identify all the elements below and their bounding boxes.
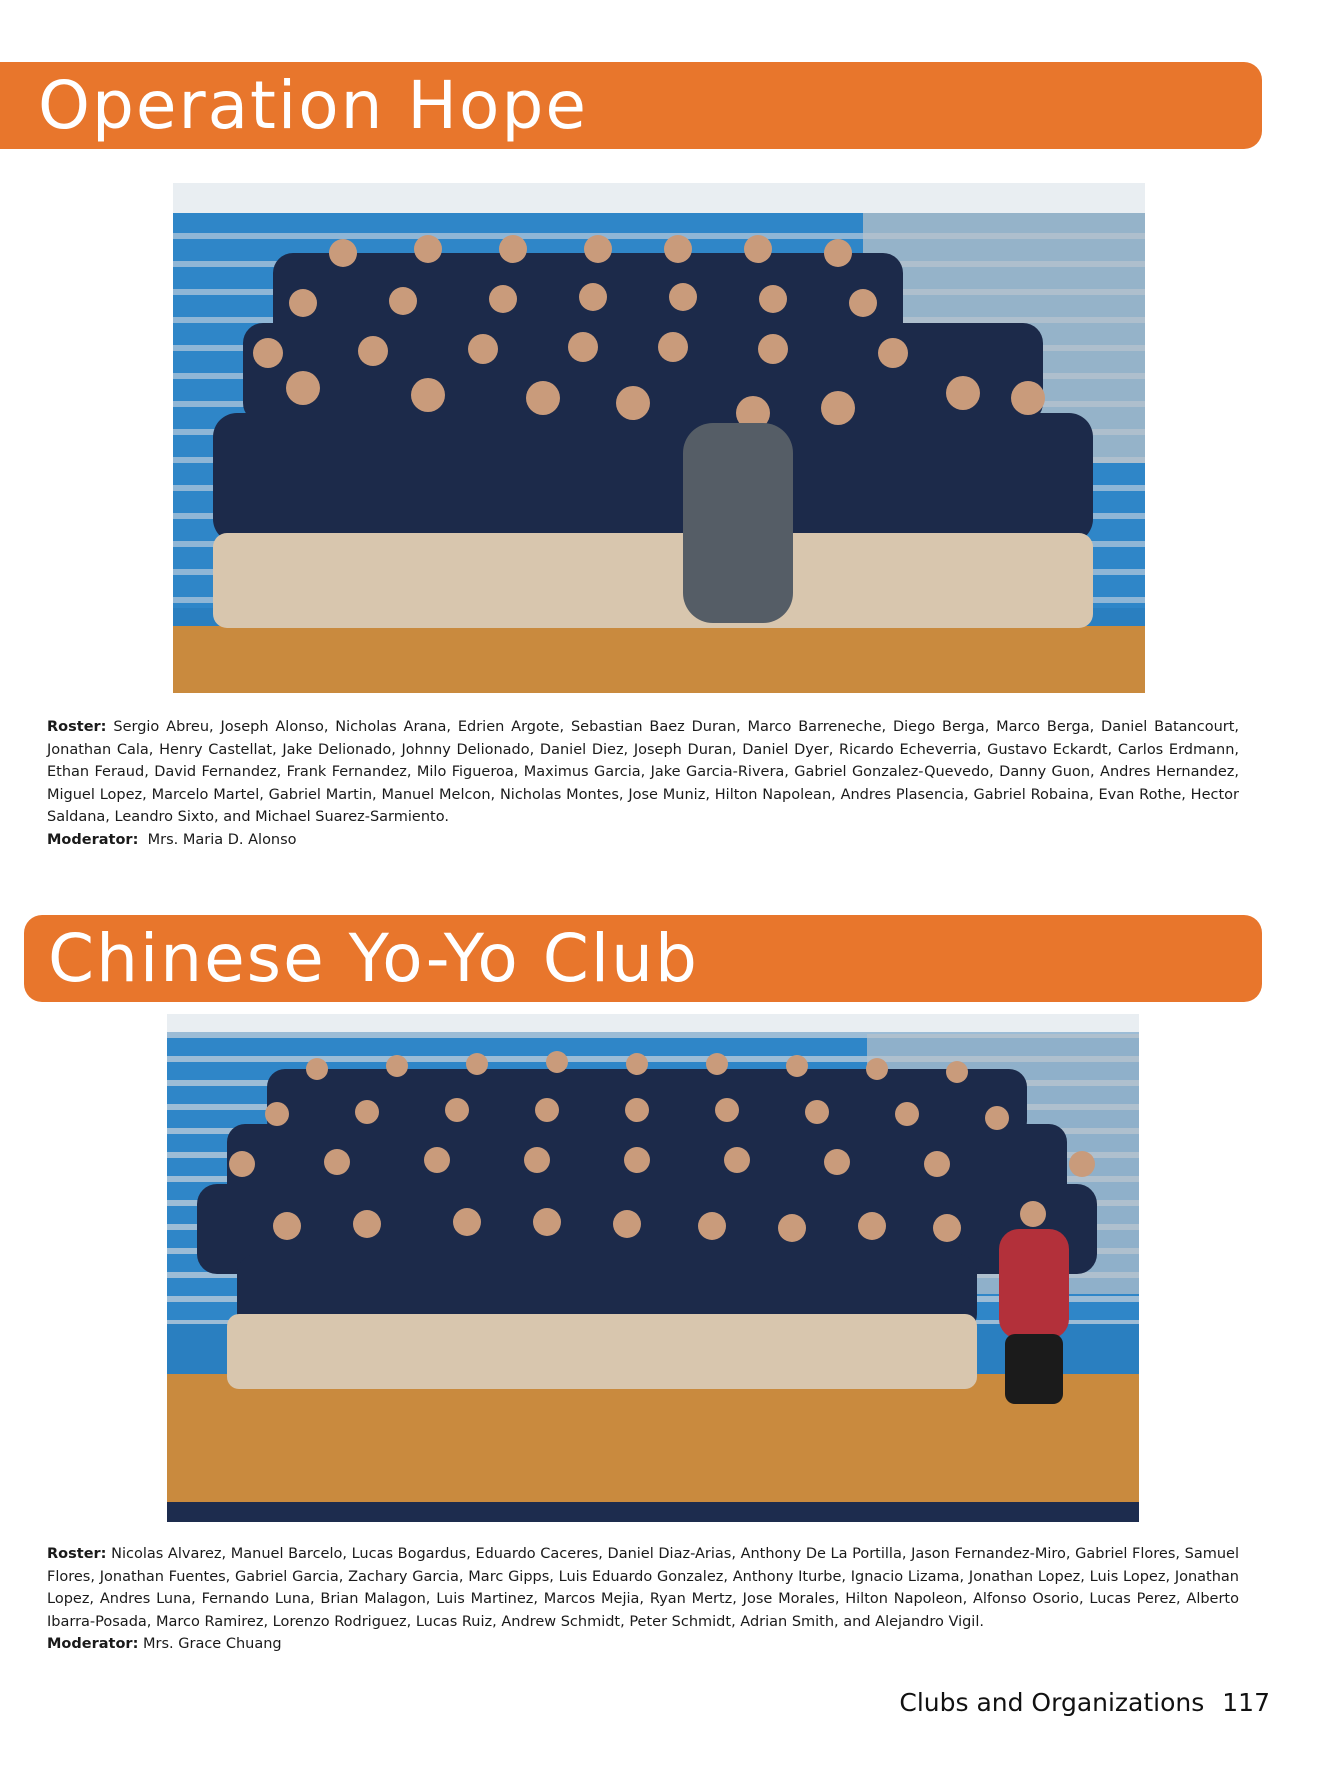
footer-section-title: Clubs and Organizations (899, 1688, 1205, 1717)
section-title: Chinese Yo-Yo Club (48, 919, 699, 997)
page-number: 117 (1222, 1688, 1270, 1717)
moderator-label: Moderator: (47, 831, 139, 848)
roster-paragraph (47, 716, 1239, 829)
moderator-name: Mrs. Maria D. Alonso (147, 831, 297, 848)
group-photo-illustration (167, 1014, 1139, 1522)
section-banner-operation-hope (0, 62, 1262, 149)
section-title: Operation Hope (38, 66, 588, 144)
group-photo-chinese-yoyo-club (167, 1014, 1139, 1522)
group-photo-illustration (173, 183, 1145, 693)
roster-label: Roster: (47, 719, 107, 735)
section-banner-chinese-yoyo-club (24, 915, 1262, 1002)
moderator-name: Mrs. Grace Chuang (143, 1636, 282, 1652)
roster-names: Sergio Abreu, Joseph Alonso, Nicholas Arana, Edrien Argote, Sebastian Baez Duran, Marco Barreneche, Diego Berga, Marco Berga, Daniel Batancourt, Jonathan Cala, Henry Castellat, Jake Delionado, Johnny Delionado, Daniel Diez, Joseph Duran, Daniel Dyer, Ricardo Echeverria, Gustavo Eckardt, Carlos Erdmann, Ethan Feraud, David Fernandez, Frank Fernandez, Milo Figueroa, Maximus Garcia, Jake Garcia-Rivera, Gabriel Gonzalez-Quevedo, Danny Guon, Andres Hernandez, Miguel Lopez, Marcelo Martel, Gabriel Martin, Manuel Melcon, Nicholas Montes, Jose Muniz, Hilton Napolean, Andres Plasencia, Gabriel Robaina, Evan Rothe, Hector Saldana, Leandro Sixto, and Michael Suarez-Sarmiento. (47, 719, 1240, 825)
roster-paragraph (47, 1543, 1239, 1633)
moderator-paragraph (47, 829, 1239, 852)
moderator-paragraph (47, 1633, 1239, 1656)
roster-caption-operation-hope (47, 716, 1239, 851)
roster-caption-chinese-yoyo-club (47, 1543, 1239, 1656)
moderator-label: Moderator: (47, 1636, 139, 1652)
group-photo-operation-hope (173, 183, 1145, 693)
roster-label: Roster: (47, 1546, 107, 1562)
roster-names: Nicolas Alvarez, Manuel Barcelo, Lucas Bogardus, Eduardo Caceres, Daniel Diaz-Arias, Anthony De La Portilla, Jason Fernandez-Miro, Gabriel Flores, Samuel Flores, Jonathan Fuentes, Gabriel Garcia, Zachary Garcia, Marc Gipps, Luis Eduardo Gonzalez, Anthony Iturbe, Ignacio Lizama, Jonathan Lopez, Luis Lopez, Jonathan Lopez, Andres Luna, Fernando Luna, Brian Malagon, Luis Martinez, Marcos Mejia, Ryan Mertz, Jose Morales, Hilton Napoleon, Alfonso Osorio, Lucas Perez, Alberto Ibarra-Posada, Marco Ramirez, Lorenzo Rodriguez, Lucas Ruiz, Andrew Schmidt, Peter Schmidt, Adrian Smith, and Alejandro Vigil. (47, 1546, 1239, 1630)
page-footer (899, 1688, 1270, 1717)
